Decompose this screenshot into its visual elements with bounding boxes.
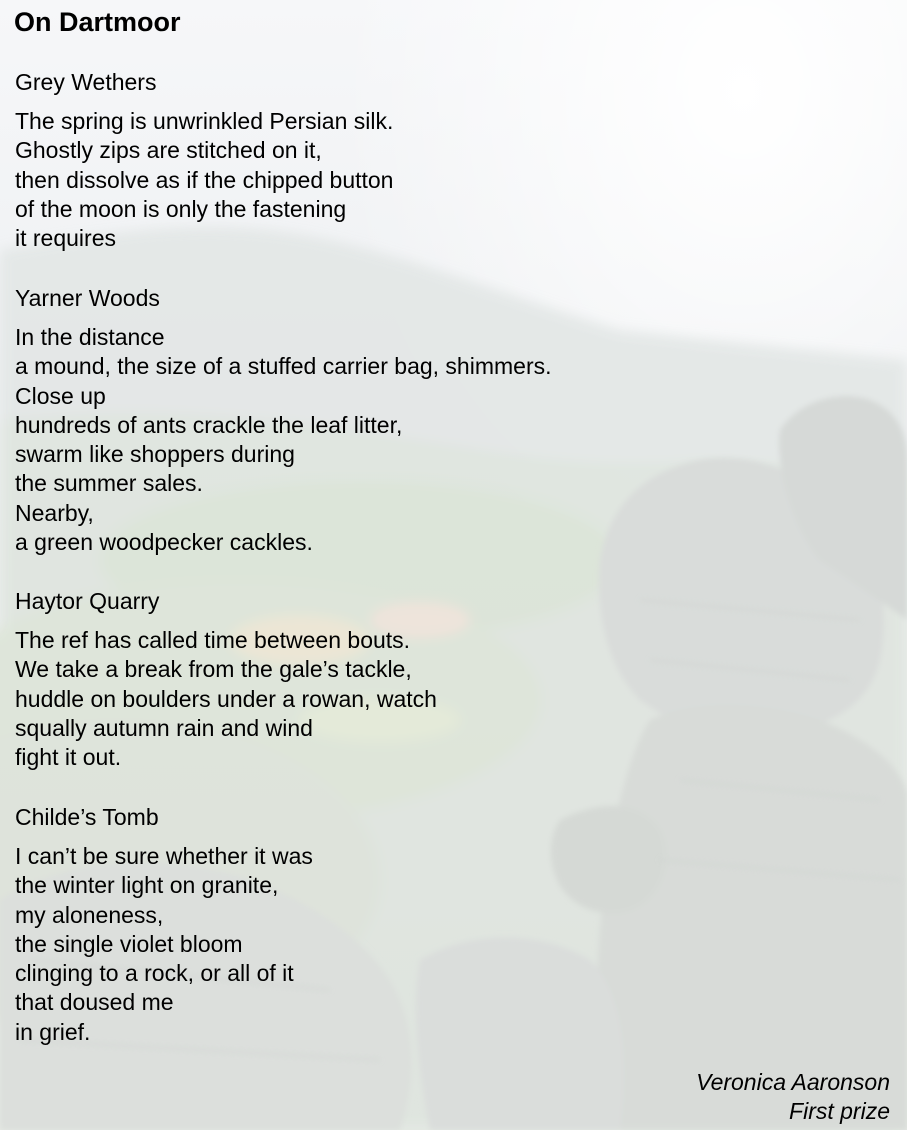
poem-line: it requires [15,225,116,252]
poem-line: my aloneness, [15,901,164,928]
poem-line: that doused me [15,989,174,1016]
author-signature [696,1068,890,1126]
poem-line: clinging to a rock, or all of it [15,960,294,987]
poem-line: of the moon is only the fastening [15,195,347,222]
poem-line: a green woodpecker cackles. [15,529,313,556]
stanza-yarner-woods [15,323,552,557]
section-title-haytor-quarry: Haytor Quarry [15,588,160,614]
poem-line: the summer sales. [15,470,203,497]
poem-line: then dissolve as if the chipped button [15,166,394,193]
poem-line: huddle on boulders under a rowan, watch [15,685,437,712]
poem-line: swarm like shoppers during [15,441,295,468]
poem-line: squally autumn rain and wind [15,714,313,741]
poem-line: a mound, the size of a stuffed carrier bag, shimmers. [15,353,552,380]
section-title-childes-tomb: Childe’s Tomb [15,804,159,830]
poem-line: Ghostly zips are stitched on it, [15,137,322,164]
poem-title: On Dartmoor [14,7,181,37]
poem-line: We take a break from the gale’s tackle, [15,656,412,683]
award-label: First prize [789,1098,890,1124]
poem-line: The ref has called time between bouts. [15,627,411,653]
poem-line: In the distance [15,324,165,350]
section-title-yarner-woods: Yarner Woods [15,285,160,311]
stanza-haytor-quarry [15,626,437,772]
poem-line: the single violet bloom [15,930,243,957]
stanza-childes-tomb [15,842,313,1047]
poem-line: hundreds of ants crackle the leaf litter, [15,411,403,438]
poem-line: in grief. [15,1018,91,1045]
poem-line: the winter light on granite, [15,872,279,899]
author-name: Veronica Aaronson [696,1069,890,1095]
poem-line: I can’t be sure whether it was [15,843,313,869]
stanza-grey-wethers [15,107,393,253]
poem-line: The spring is unwrinkled Persian silk. [15,108,394,134]
poem-line: Close up [15,382,106,409]
poem-line: Nearby, [15,499,94,526]
poem-line: fight it out. [15,744,122,771]
section-title-grey-wethers: Grey Wethers [15,69,157,95]
